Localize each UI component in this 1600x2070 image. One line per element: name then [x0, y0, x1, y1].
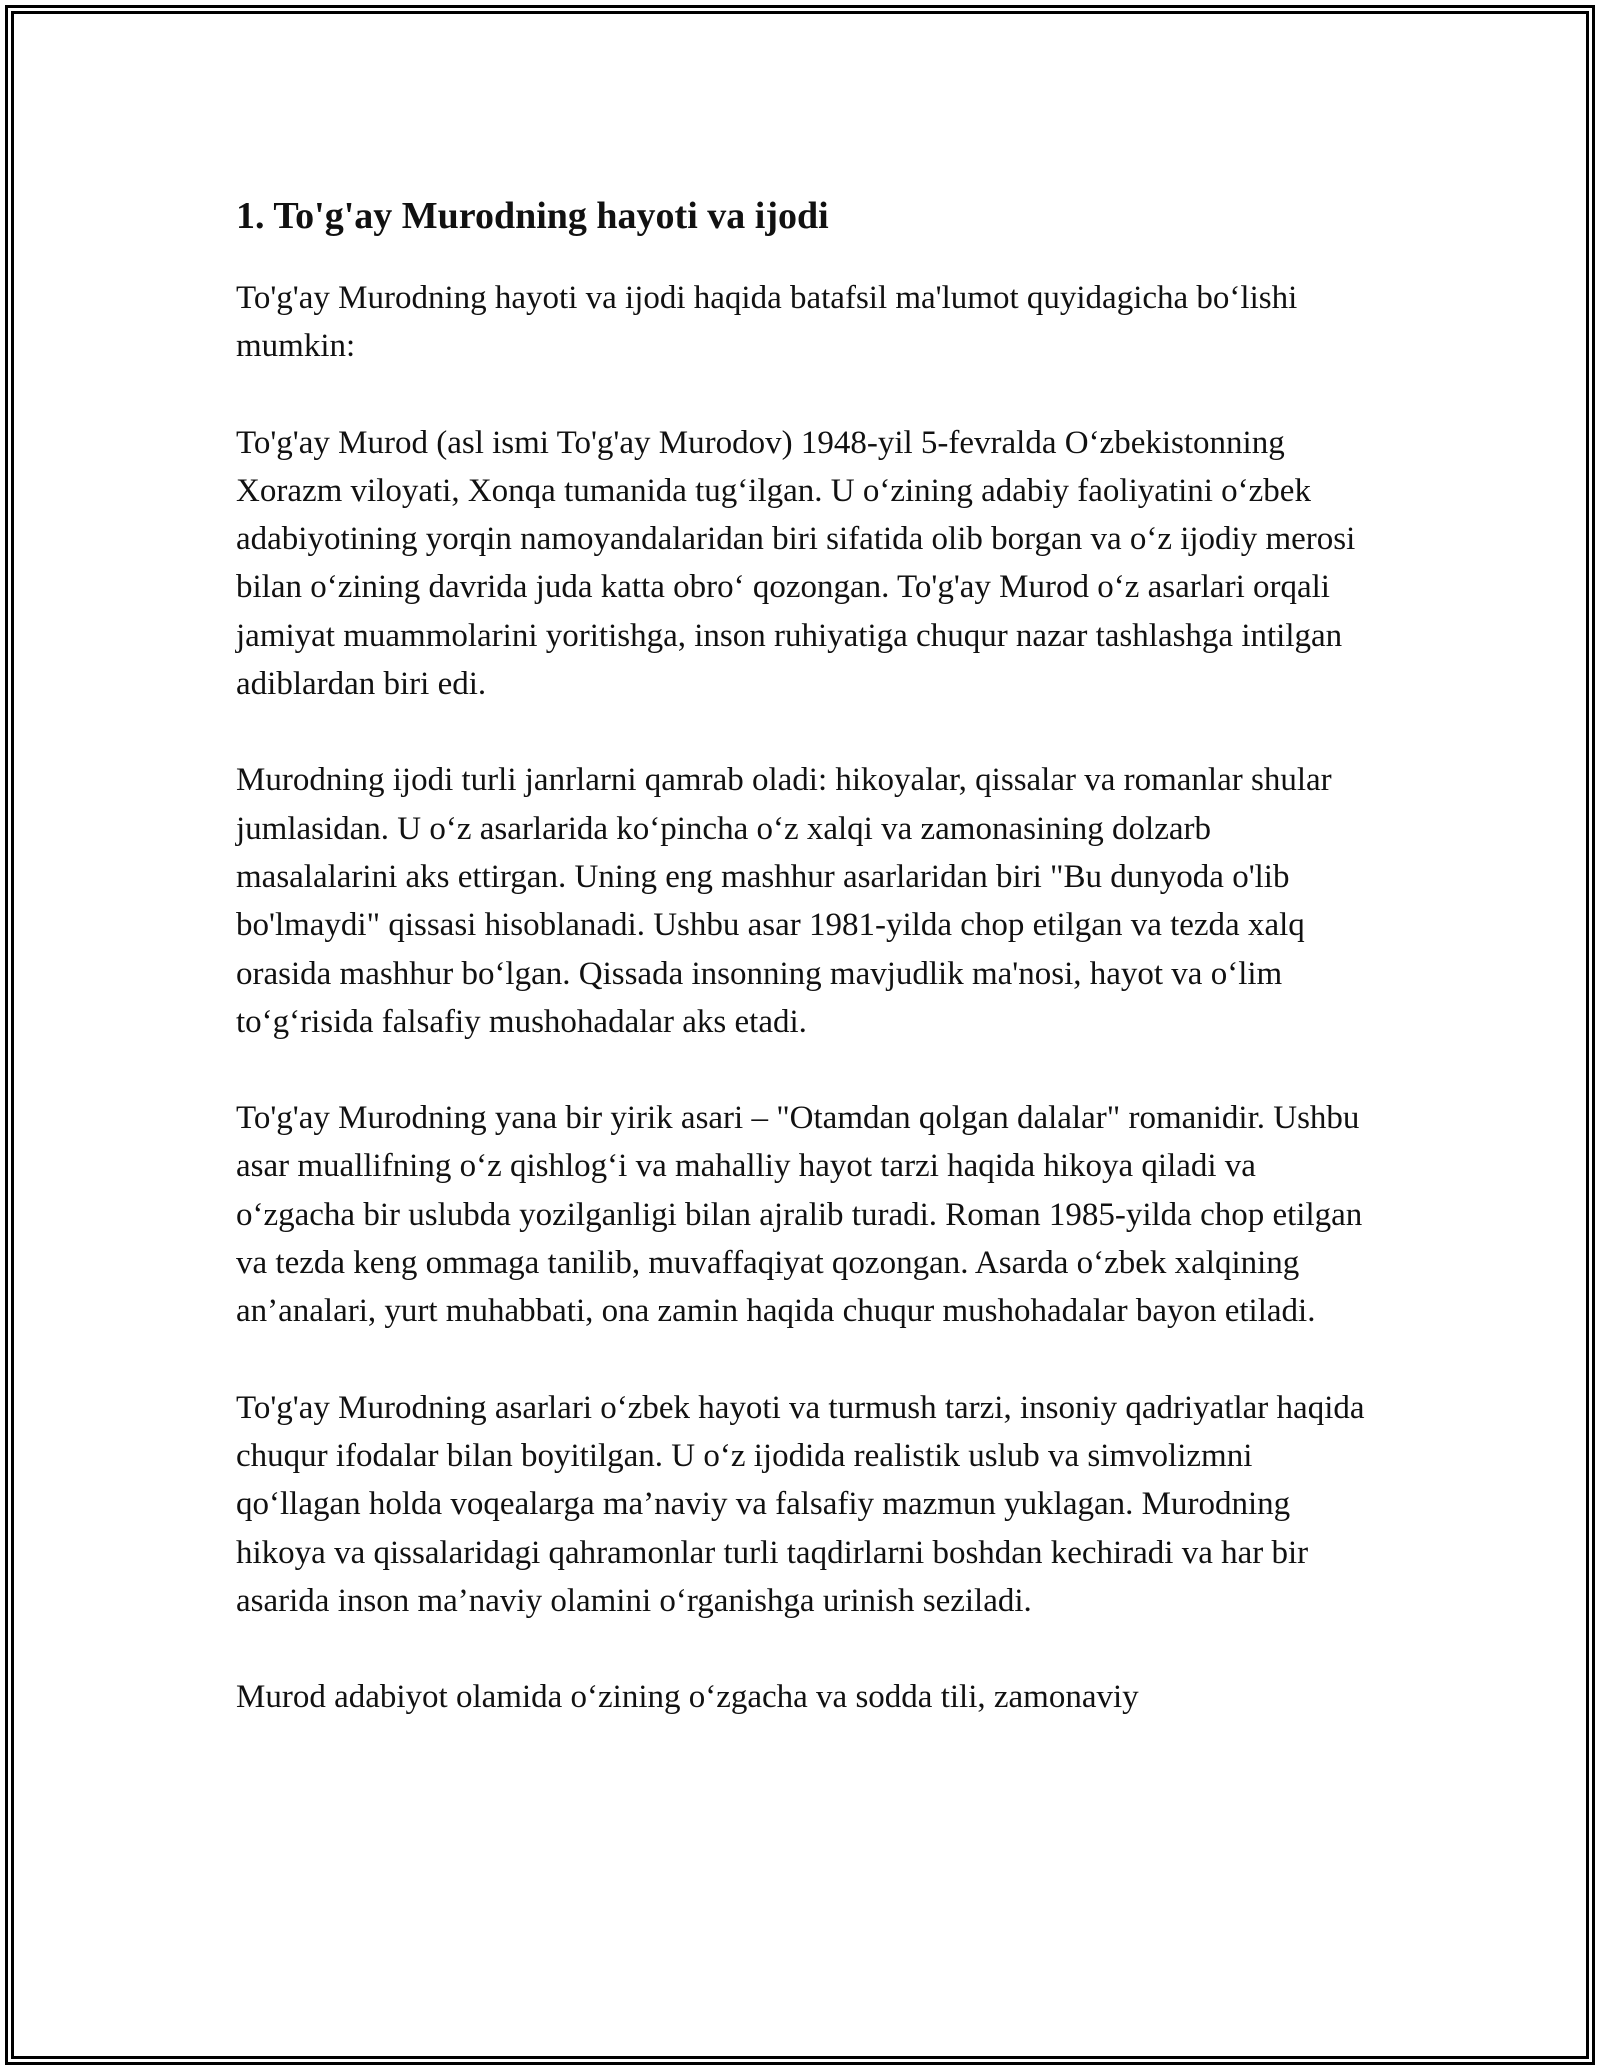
paragraph-intro: To'g'ay Murodning hayoti va ijodi haqida batafsil ma'lumot quyidagicha bo‘lishi mumkin:	[236, 280, 1298, 365]
paragraph-closing: Murod adabiyot olamida o‘zining o‘zgacha va sodda tili, zamonaviy	[236, 1679, 1139, 1716]
section-heading: 1. To'g'ay Murodning hayoti va ijodi	[236, 195, 829, 237]
paragraph-novel: To'g'ay Murodning yana bir yirik asari – "Otamdan qolgan dalalar" romanidir. Ushbu asar muallifning o‘z qishlog‘i va mahalliy hayot tarzi haqida hikoya qiladi va o‘zgacha bir uslubda yozilganligi bilan ajralib turadi. Roman 1985-yilda chop etilgan va tezda keng ommaga tanilib, muvaffaqiyat qozongan. Asarda o‘zbek xalqining an’analari, yurt muhabbati, ona zamin haqida chuqur mushohadalar bayon etiladi.	[236, 1100, 1363, 1330]
paragraph-genres: Murodning ijodi turli janrlarni qamrab oladi: hikoyalar, qissalar va romanlar shular jumlasidan. U o‘z asarlarida ko‘pincha o‘z xalqi va zamonasining dolzarb masalalarini aks ettirgan. Uning eng mashhur asarlaridan biri "Bu dunyoda o'lib bo'lmaydi" qissasi hisoblanadi. Ushbu asar 1981-yilda chop etilgan va tezda xalq orasida mashhur bo‘lgan. Qissada insonning mavjudlik ma'nosi, hayot va o‘lim to‘g‘risida falsafiy mushohadalar aks etadi.	[236, 762, 1332, 1040]
paragraph-style: To'g'ay Murodning asarlari o‘zbek hayoti va turmush tarzi, insoniy qadriyatlar haqida chuqur ifodalar bilan boyitilgan. U o‘z ijodida realistik uslub va simvolizmni qo‘llagan holda voqealarga ma’naviy va falsafiy mazmun yuklagan. Murodning hikoya va qissalaridagi qahramonlar turli taqdirlarni boshdan kechiradi va har bir asarida inson ma’naviy olamini o‘rganishga urinish seziladi.	[236, 1389, 1365, 1619]
document-body	[236, 188, 1376, 1769]
paragraph-biography: To'g'ay Murod (asl ismi To'g'ay Murodov) 1948-yil 5-fevralda O‘zbekistonning Xorazm viloyati, Xonqa tumanida tug‘ilgan. U o‘zining adabiy faoliyatini o‘zbek adabiyotining yorqin namoyandalaridan biri sifatida olib borgan va o‘z ijodiy merosi bilan o‘zining davrida juda katta obro‘ qozongan. To'g'ay Murod o‘z asarlari orqali jamiyat muammolarini yoritishga, inson ruhiyatiga chuqur nazar tashlashga intilgan adiblardan biri edi.	[236, 424, 1356, 703]
